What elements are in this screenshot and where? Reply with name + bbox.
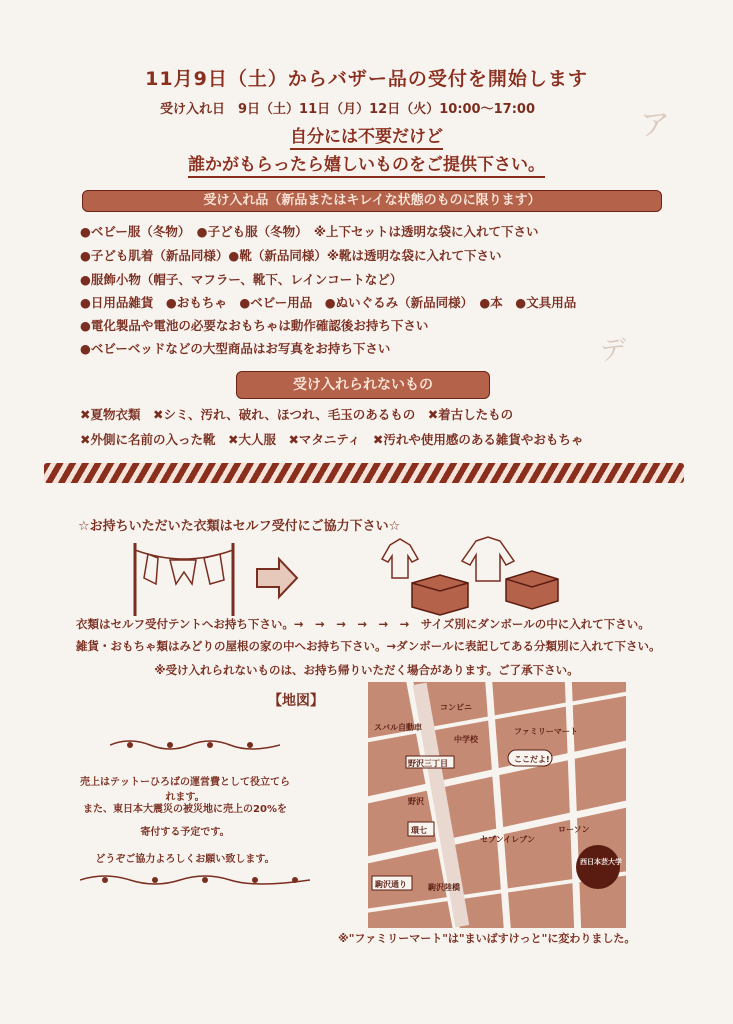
accepted-line: ●子ども肌着（新品同様）●靴（新品同様）※靴は透明な袋に入れて下さい bbox=[80, 248, 502, 263]
accepted-line: ●服飾小物（帽子、マフラー、靴下、レインコートなど） bbox=[80, 272, 403, 287]
arrow-right-icon bbox=[254, 555, 300, 601]
map-label: 環七 bbox=[411, 826, 427, 835]
map-label: ローソン bbox=[558, 825, 590, 834]
ghost-text: ア bbox=[640, 108, 670, 143]
map-label: ファミリーマート bbox=[514, 727, 578, 736]
instruction-line: 雑貨・おもちゃ類はみどりの屋根の家の中へお持ち下さい。→ダンボールに表記してある分類別に入れて下さい。 bbox=[76, 639, 661, 653]
lead-text-1: 自分には不要だけど bbox=[0, 122, 733, 147]
map-label: コンビニ bbox=[440, 703, 472, 712]
map-label: スバル自動車 bbox=[374, 723, 422, 732]
ribbon-ornament-icon bbox=[80, 870, 310, 890]
rejected-line: ✖外側に名前の入った靴 ✖大人服 ✖マタニティ ✖汚れや使用感のある雑貨やおもちゃ bbox=[80, 432, 584, 447]
map-label: 野沢三丁目 bbox=[408, 759, 448, 768]
accepted-line: ●電化製品や電池の必要なおもちゃは動作確認後お持ち下さい bbox=[80, 318, 429, 333]
rope-divider bbox=[44, 463, 684, 483]
map-label: 中学校 bbox=[454, 735, 478, 744]
map-label: 西日本芸大学 bbox=[580, 858, 622, 866]
map-label: 野沢 bbox=[408, 797, 424, 806]
lead-text-2: 誰かがもらったら嬉しいものをご提供下さい。 bbox=[0, 150, 733, 175]
map-label: ここだよ! bbox=[514, 755, 550, 764]
page-title: 11月9日（土）からバザー品の受付を開始します bbox=[145, 68, 588, 90]
accepted-line: ●ベビーベッドなどの大型商品はお写真をお持ち下さい bbox=[80, 341, 391, 356]
reception-dates: 受け入れ日 9日（土）11日（月）12日（火）10:00〜17:00 bbox=[160, 102, 535, 117]
charity-text: 売上はテットーひろばの運営費として役立てられます。 bbox=[80, 777, 290, 803]
clothesline-icon bbox=[130, 538, 240, 618]
clothes-and-boxes-icon bbox=[376, 535, 566, 620]
accepted-items-banner: 受け入れ品（新品またはキレイな状態のものに限ります） bbox=[82, 190, 662, 212]
rejected-line: ✖夏物衣類 ✖シミ、汚れ、破れ、ほつれ、毛玉のあるもの ✖着古したもの bbox=[80, 407, 514, 422]
rejected-items-banner: 受け入れられないもの bbox=[236, 371, 490, 399]
accepted-line: ●日用品雑貨 ●おもちゃ ●ベビー用品 ●ぬいぐるみ（新品同様） ●本 ●文具用品 bbox=[80, 295, 577, 310]
area-map bbox=[368, 682, 626, 928]
charity-text: また、東日本大震災の被災地に売上の20%を bbox=[83, 804, 287, 815]
map-heading: 【地図】 bbox=[268, 693, 324, 709]
charity-text: 寄付する予定です。 bbox=[140, 827, 230, 838]
self-reception-heading: ☆お持ちいただいた衣類はセルフ受付にご協力下さい☆ bbox=[78, 519, 401, 534]
instruction-line: 衣類はセルフ受付テントへお持ち下さい。→ → → → → → サイズ別にダンボールの中に入れて下さい。 bbox=[76, 617, 650, 631]
ghost-text: デ bbox=[600, 336, 627, 366]
charity-text: どうぞご協力よろしくお願い致します。 bbox=[95, 854, 275, 865]
map-label: 駒沢通り bbox=[375, 880, 407, 889]
map-caption: ※"ファミリーマート"は"まいばすけっと"に変わりました。 bbox=[338, 932, 636, 945]
notice-text: ※受け入れられないものは、お持ち帰りいただく場合があります。ご了承下さい。 bbox=[154, 663, 579, 677]
ribbon-ornament-icon bbox=[110, 735, 280, 755]
map-label: 駒沢陸橋 bbox=[428, 883, 460, 892]
accepted-line: ●ベビー服（冬物） ●子ども服（冬物） ※上下セットは透明な袋に入れて下さい bbox=[80, 224, 539, 239]
map-label: セブンイレブン bbox=[480, 835, 535, 844]
